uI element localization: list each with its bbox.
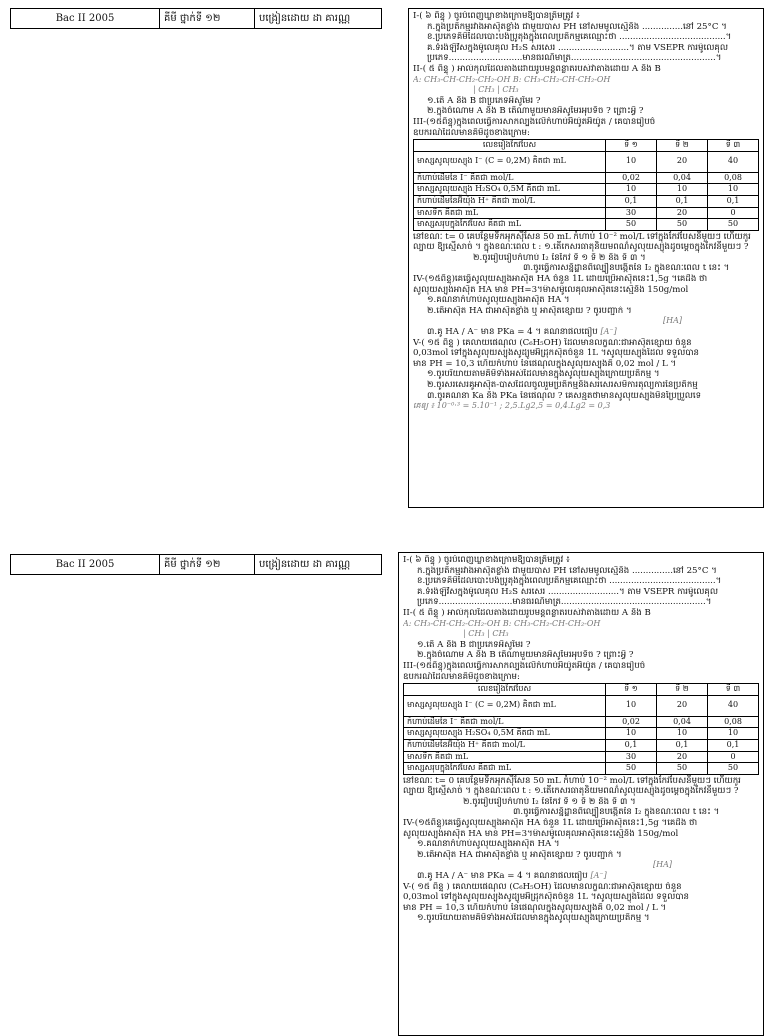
- table-header: ទី ២: [657, 140, 708, 152]
- exam-label: Bac II 2005: [11, 9, 160, 29]
- q5-given: គេឲ្យ ៖ 10⁻⁰·³ = 5.10⁻¹ ; 2,5.Lg2,5 = 0,4.Lg2 = 0,3: [413, 401, 611, 411]
- q1-c2: ប្រភេទ...........................មានធរណីមាត្រ.....................................................។: [427, 53, 722, 64]
- q3-item-2: ២.ចូររៀបរៀបកំហាប់ I₂ នៃកែវ ទី ១ ទី ២ និង ទី ៣ ។: [463, 796, 636, 807]
- table-row: [414, 195, 759, 207]
- q1-title: I-( ៦ ពិន្ទុ ) ចូរបំពេញឃ្លាខាងក្រោមឱ្យបានត្រឹមត្រូវ ៖: [413, 11, 580, 21]
- q3-item-2: ២.ចូររៀបរៀបកំហាប់ I₂ នៃកែវ ទី ១ ទី ២ និង ទី ៣ ។: [473, 252, 646, 263]
- q2-item-1: ១.តើ A និង B ជាប្រភេទអីសូមែរ ?: [417, 639, 531, 650]
- table-row: [414, 172, 759, 184]
- q1-c: គ.ទំរង់ឡឺវីសក្នុងម៉ូលេគុល H₂S សរសេរ ..........................។ តាម VSEPR ការម៉ូលេគុល: [427, 42, 729, 53]
- author-label: បង្រៀនដោយ ដា គារណ្ណ: [255, 9, 382, 29]
- table-cell: 10: [708, 184, 759, 196]
- q3-item-3: ៣.ចូរធ្វើការសន្និដ្ឋានពីល្បឿនបង្កើតនៃ I₂ ក្នុងខណៈពេល t នេះ ។: [513, 807, 720, 818]
- table-cell: 50: [657, 763, 708, 775]
- q4-item-3-text: ៣.គូ HA / A⁻ មាន PKa = 4 ។ គណនាផលធៀប: [417, 871, 588, 882]
- q2-formula: A: CH₃-CH-CH₂-CH₂-OH B: CH₃-CH₂-CH-CH₂-OH: [413, 74, 611, 84]
- q5-text: 0,03mol ទៅក្នុងសូលុយស្យុងសូដ្យូមអ៊ីដ្រុកស៊ីតចំនួន 1L ។សូលុយស្យុងដែល ទទួលបាន: [413, 348, 699, 359]
- table-header-row: [414, 140, 759, 152]
- table-header: ទី ៣: [708, 140, 759, 152]
- table-cell: កំហាប់ដើមនៃ I⁻ គិតជា mol/L: [404, 716, 606, 728]
- q1-c2: ប្រភេទ...........................មានធរណីមាត្រ.....................................................។: [417, 597, 712, 608]
- q3-title2: ឧបករណ៍ដែលមានគីមីដូចខាងក្រោម:: [403, 671, 520, 682]
- table-header-row: [404, 684, 759, 696]
- q2-item-1: ១.តើ A និង B ជាប្រភេទអីសូមែរ ?: [427, 95, 541, 106]
- document-page-1: [0, 0, 768, 512]
- q5-item-1: ១.ចូរបរិយាយតាមគីមីទាំងអស់ដែលមានក្នុងសូលុយស្យុងក្រោយប្រតិកម្ម ។: [427, 369, 660, 380]
- table-cell: 50: [708, 763, 759, 775]
- q2-item-2: ២.ក្នុងចំណោម A និង B តើណាមួយមានអីសូមែរអុបទិច ? ព្រោះអ្វី ?: [417, 650, 634, 661]
- table-cell: 20: [657, 151, 708, 172]
- table-cell: 0,1: [657, 195, 708, 207]
- table-cell: 10: [606, 151, 657, 172]
- table-header: ទី ១: [606, 684, 657, 696]
- table-cell: 50: [606, 219, 657, 231]
- table-cell: មាស្សសរុបក្នុងកែវបែស គិតជា mL: [414, 219, 606, 231]
- q4-item-2: ២.តើអាស៊ីត HA ជាអាស៊ីតខ្លាំង ឬ អាស៊ីតខ្សោយ ? ចូរបញ្ជាក់ ។: [427, 305, 632, 316]
- table-cell: មាស្សសូលុយស្យុង H₂SO₄ 0,5M គិតជា mL: [414, 184, 606, 196]
- table-cell: 0: [708, 751, 759, 763]
- ratio-denominator: [A⁻]: [600, 327, 617, 337]
- table-cell: 20: [657, 207, 708, 219]
- table-header: លេខរៀងកែវបែស: [414, 140, 606, 152]
- table-header: ទី ២: [657, 684, 708, 696]
- table-cell: មាស្សសរុបក្នុងកែវបែស គិតជា mL: [404, 763, 606, 775]
- q2-title: II-( ៥ ពិន្ទុ ) អាល់កុលដែលតាងដោយរូបមន្តពន្លាតរបស់វាតាងដោយ A និង B: [413, 63, 661, 74]
- q2-formula2: | CH₃ | CH₃: [473, 85, 519, 95]
- q4-title: IV-(១៥ពិន្ទុ)គេធ្វើសូលុយស្យុងអាស៊ីត HA ចំនួន 1L ដោយប្រើអាស៊ីតនេះ1,5g ។គេដឹង ថា: [403, 818, 698, 829]
- table-header: ទី ៣: [708, 684, 759, 696]
- table-header: លេខរៀងកែវបែស: [404, 684, 606, 696]
- q5-item-1: ១.ចូរបរិយាយតាមគីមីទាំងអស់ដែលមានក្នុងសូលុយស្យុងក្រោយប្រតិកម្ម ។: [417, 913, 650, 924]
- table-cell: 50: [657, 219, 708, 231]
- q4-item-3-text: ៣.គូ HA / A⁻ មាន PKa = 4 ។ គណនាផលធៀប: [427, 327, 598, 338]
- table-row: [404, 728, 759, 740]
- table-cell: 10: [657, 728, 708, 740]
- table-cell: 40: [708, 151, 759, 172]
- q4-item-1: ១.គណនាកំហាប់សូលុយស្យុងអាស៊ីត HA ។: [427, 295, 570, 306]
- q2-formula2: | CH₃ | CH₃: [463, 629, 509, 639]
- table-cell: 10: [606, 184, 657, 196]
- table-cell: 10: [606, 695, 657, 716]
- q5-title: V-( ១៥ ពិន្ទុ ) គេលាយផេណុល (C₆H₅OH) ដែលមានលក្ខណៈជាអាស៊ីតខ្សោយ ចំនួន: [403, 881, 682, 892]
- table-cell: 20: [657, 695, 708, 716]
- table-cell: 30: [606, 751, 657, 763]
- table-cell: មាស្សសូលុយស្យុង I⁻ (C = 0,2M) គិតជា mL: [414, 151, 606, 172]
- q3-title: III-(១៥ពិន្ទុ)ក្នុងពេលធ្វើការសាកល្បងលើកំហាប់អ៊ីយ៉ូតអ៊ីយ៉ូត / គេបានរៀបចំ: [403, 660, 646, 671]
- table-cell: 0,1: [606, 195, 657, 207]
- q5-text: 0,03mol ទៅក្នុងសូលុយស្យុងសូដ្យូមអ៊ីដ្រុកស៊ីតចំនួន 1L ។សូលុយស្យុងដែល ទទួលបាន: [403, 892, 689, 903]
- table-cell: កំហាប់ដើមនៃអ៊ីយ៉ុង H⁺ គិតជា mol/L: [404, 739, 606, 751]
- table-row: [404, 695, 759, 716]
- q1-b: ខ.ប្រភេទគីមីដែលបោះបង់ប្រូតុងក្នុងពេលប្រតិកម្មគេឈ្មោះថា .......................................។: [427, 32, 732, 43]
- exam-content-box: [398, 552, 764, 1036]
- table-row: [414, 207, 759, 219]
- q5-item-2: ២.ចូរសរសេរគូអាស៊ីត-បាសដែលចូលរួមប្រតិកម្មនិងសរសេរសមីការតុល្យការនៃប្រតិកម្ម: [427, 380, 698, 390]
- table-cell: 0,02: [606, 716, 657, 728]
- ratio-numerator: [HA]: [663, 316, 682, 326]
- ratio-denominator: [A⁻]: [590, 871, 607, 881]
- table-cell: 0,08: [708, 172, 759, 184]
- table-cell: កំហាប់ដើមនៃ I⁻ គិតជា mol/L: [414, 172, 606, 184]
- table-cell: 0,1: [708, 739, 759, 751]
- q1-b: ខ.ប្រភេទគីមីដែលបោះបង់ប្រូតុងក្នុងពេលប្រតិកម្មគេឈ្មោះថា .......................................។: [417, 576, 722, 587]
- table-cell: 0,04: [657, 172, 708, 184]
- table-cell: មាស្សសូលុយស្យុង H₂SO₄ 0,5M គិតជា mL: [404, 728, 606, 740]
- table-row: [404, 763, 759, 775]
- q1-title: I-( ៦ ពិន្ទុ ) ចូរបំពេញឃ្លាខាងក្រោមឱ្យបានត្រឹមត្រូវ ៖: [403, 555, 570, 565]
- q1-a: ក.ក្នុងប្រតិកម្មរវាងអាស៊ីតខ្លាំង ជាមួយបាស PH នៅសមមូលស្មើនឹង ...............នៅ 25°C ។: [427, 21, 727, 32]
- table-cell: មាសទឹក គិតជា mL: [414, 207, 606, 219]
- table-cell: 0,08: [708, 716, 759, 728]
- q3-title2: ឧបករណ៍ដែលមានគីមីដូចខាងក្រោម:: [413, 127, 530, 138]
- q3-title: III-(១៥ពិន្ទុ)ក្នុងពេលធ្វើការសាកល្បងលើកំហាប់អ៊ីយ៉ូតអ៊ីយ៉ូត / គេបានរៀបចំ: [413, 116, 656, 127]
- q4-title: IV-(១៥ពិន្ទុ)គេធ្វើសូលុយស្យុងអាស៊ីត HA ចំនួន 1L ដោយប្រើអាស៊ីតនេះ1,5g ។គេដឹង ថា: [413, 274, 708, 285]
- exam-content-box: [408, 8, 764, 508]
- q5-title: V-( ១៥ ពិន្ទុ ) គេលាយផេណុល (C₆H₅OH) ដែលមានលក្ខណៈជាអាស៊ីតខ្សោយ ចំនួន: [413, 337, 692, 348]
- q5-item-3: ៣.ចូរគណនា Ka និង PKa នៃផេណុល ? គេសន្មតថាមានសូលុយស្យុងមិនប្រែប្រួលទេ: [427, 390, 702, 401]
- grade-label: គីមី ថ្នាក់ទី ១២: [160, 555, 255, 575]
- table-cell: 40: [708, 695, 759, 716]
- q4-item-1: ១.គណនាកំហាប់សូលុយស្យុងអាស៊ីត HA ។: [417, 839, 560, 850]
- ratio-numerator: [HA]: [653, 860, 672, 870]
- table-row: [414, 151, 759, 172]
- q4-title2: សូលុយស្យុងអាស៊ីត HA មាន PH=3។ម៉ាសម៉ូលេគុលអាស៊ីតនេះស្មើនឹង 150g/mol: [413, 284, 689, 295]
- table-row: [404, 751, 759, 763]
- q4-item-3: [413, 327, 759, 338]
- author-label: បង្រៀនដោយ ដា គារណ្ណ: [255, 555, 382, 575]
- q3-item-3: ៣.ចូរធ្វើការសន្និដ្ឋានពីល្បឿនបង្កើតនៃ I₂ ក្នុងខណៈពេល t នេះ ។: [523, 263, 730, 274]
- document-page-2: [0, 512, 768, 1024]
- q2-item-2: ២.ក្នុងចំណោម A និង B តើណាមួយមានអីសូមែរអុបទិច ? ព្រោះអ្វី ?: [427, 106, 644, 117]
- q4-item-3: [403, 871, 759, 882]
- q2-formula: A: CH₃-CH-CH₂-CH₂-OH B: CH₃-CH₂-CH-CH₂-OH: [403, 618, 601, 628]
- table-row: [414, 184, 759, 196]
- table-cell: 20: [657, 751, 708, 763]
- q1-a: ក.ក្នុងប្រតិកម្មរវាងអាស៊ីតខ្លាំង ជាមួយបាស PH នៅសមមូលស្មើនឹង ...............នៅ 25°C ។: [417, 565, 717, 576]
- table-cell: មាស្សសូលុយស្យុង I⁻ (C = 0,2M) គិតជា mL: [404, 695, 606, 716]
- table-cell: 0,1: [606, 739, 657, 751]
- table-cell: 10: [657, 184, 708, 196]
- table-cell: 0,1: [708, 195, 759, 207]
- table-row: [404, 716, 759, 728]
- table-header: ទី ១: [606, 140, 657, 152]
- table-row: [414, 219, 759, 231]
- table-cell: មាសទឹក គិតជា mL: [404, 751, 606, 763]
- table-cell: 30: [606, 207, 657, 219]
- q5-text2: មាន PH = 10,3 ហើយកំហាប់ នៃផេណុលក្នុងសូលុយស្យុងគឺ 0,02 mol / L ។: [413, 358, 677, 369]
- q4-item-2: ២.តើអាស៊ីត HA ជាអាស៊ីតខ្លាំង ឬ អាស៊ីតខ្សោយ ? ចូរបញ្ជាក់ ។: [417, 849, 622, 860]
- header-table: [10, 554, 382, 575]
- table-cell: 50: [606, 763, 657, 775]
- grade-label: គីមី ថ្នាក់ទី ១២: [160, 9, 255, 29]
- table-cell: 50: [708, 219, 759, 231]
- exam-label: Bac II 2005: [11, 555, 160, 575]
- q3-note: នៅខណៈ t= 0 គេបន្ថែមទឹកអុកស៊ីសែន 50 mL កំហាប់ 10⁻² mol/L ទៅក្នុងកែវបែសនីមួយៗ ហើយកូរល្បាយ ឱ្យស្មើសាច់ ។ ក្នុងខណៈពេល t : ១.តើកេសរធាតុនិយមពណ៌សូលុយស្យុងដូចម្តេចក្នុងកែវនីមួយៗ ?: [413, 231, 751, 253]
- q4-title2: សូលុយស្យុងអាស៊ីត HA មាន PH=3។ម៉ាសម៉ូលេគុលអាស៊ីតនេះស្មើនឹង 150g/mol: [403, 828, 679, 839]
- concentration-table: [403, 683, 759, 775]
- table-row: [404, 739, 759, 751]
- q3-note: នៅខណៈ t= 0 គេបន្ថែមទឹកអុកស៊ីសែន 50 mL កំហាប់ 10⁻² mol/L ទៅក្នុងកែវបែសនីមួយៗ ហើយកូរល្បាយ ឱ្យស្មើសាច់ ។ ក្នុងខណៈពេល t : ១.តើកេសរធាតុនិយមពណ៌សូលុយស្យុងដូចម្តេចក្នុងកែវនីមួយៗ ?: [403, 775, 741, 797]
- table-cell: កំហាប់ដើមនៃអ៊ីយ៉ុង H⁺ គិតជា mol/L: [414, 195, 606, 207]
- table-cell: 10: [606, 728, 657, 740]
- table-cell: 0,1: [657, 739, 708, 751]
- table-cell: 0: [708, 207, 759, 219]
- header-table: [10, 8, 382, 29]
- table-cell: 0,04: [657, 716, 708, 728]
- concentration-table: [413, 139, 759, 231]
- q2-title: II-( ៥ ពិន្ទុ ) អាល់កុលដែលតាងដោយរូបមន្តពន្លាតរបស់វាតាងដោយ A និង B: [403, 607, 651, 618]
- q1-c: គ.ទំរង់ឡឺវីសក្នុងម៉ូលេគុល H₂S សរសេរ ..........................។ តាម VSEPR ការម៉ូលេគុល: [417, 586, 719, 597]
- table-cell: 0,02: [606, 172, 657, 184]
- q5-text2: មាន PH = 10,3 ហើយកំហាប់ នៃផេណុលក្នុងសូលុយស្យុងគឺ 0,02 mol / L ។: [403, 902, 667, 913]
- table-cell: 10: [708, 728, 759, 740]
